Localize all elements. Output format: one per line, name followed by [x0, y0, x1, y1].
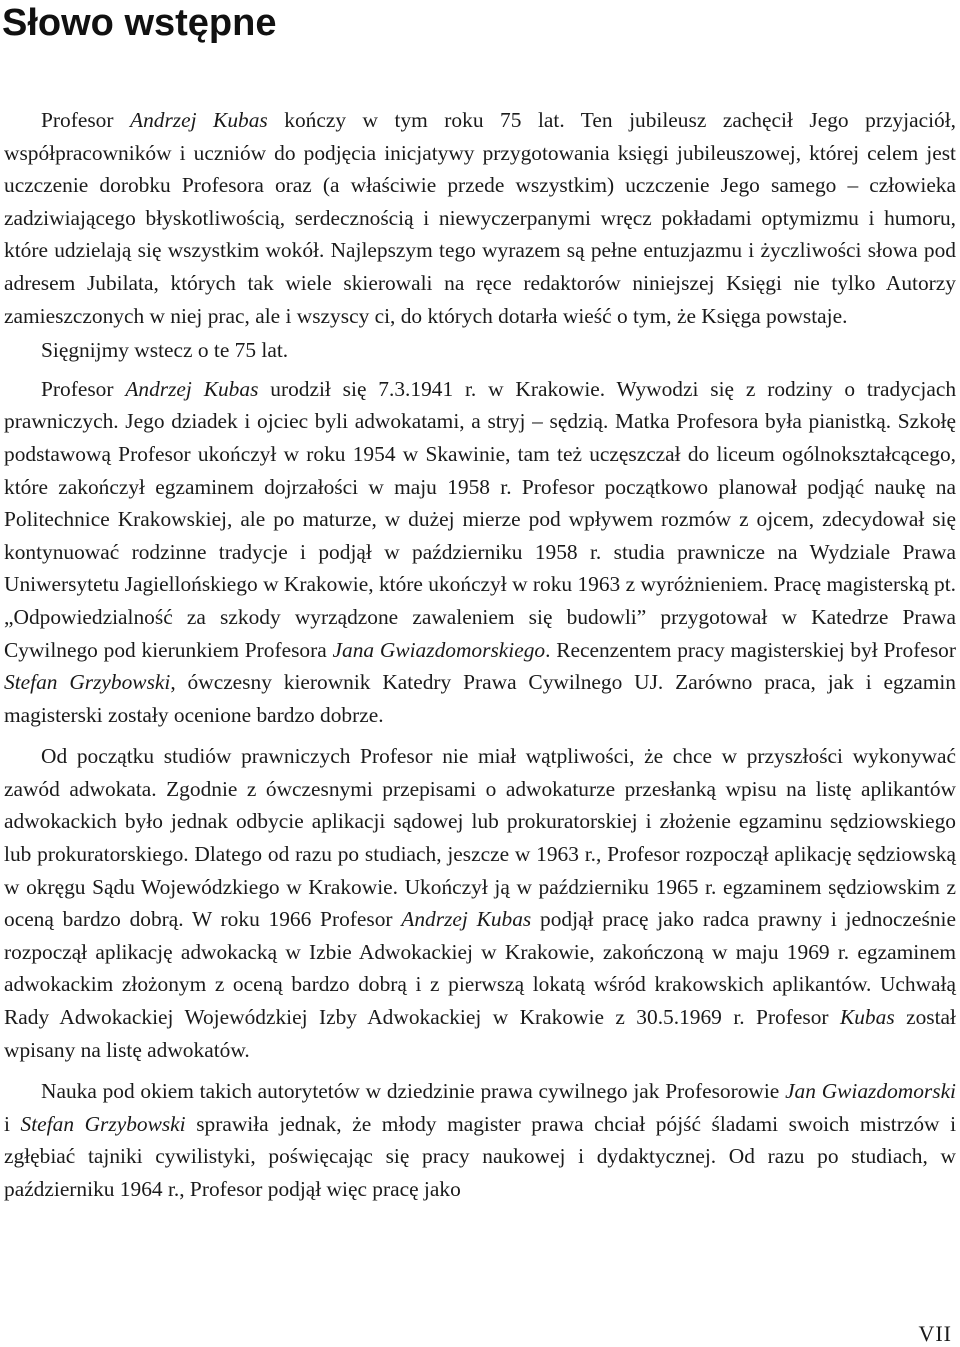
paragraph-look-back — [4, 334, 956, 367]
text-run: Od początku studiów prawniczych Profesor nie miał wątpliwości, że chce w przyszłości wykonywać zawód adwokata. Zgodnie z ówczesnymi przepisami o adwokaturze przesłanką wpisu na listę aplikantów adwokackich było jednak odbycie aplikacji sądowej lub prokuratorskiej i złożenie egzaminu sędziowskiego lub prokuratorskiego. Dlatego od razu po studiach, jeszcze w 1963 r., Profesor rozpoczął aplikację sędziowską w okręgu Sądu Wojewódzkiego w Krakowie. Ukończył ją w październiku 1965 r. egzaminem sędziowskim z oceną bardzo dobrą. W roku 1966 Profesor — [4, 744, 956, 932]
paragraph-advocacy — [4, 740, 956, 1066]
text-run: sprawiła jednak, że młody magister prawa chciał pójść śladami swoich mistrzów i zgłębiać tajniki cywilistyki, poświęcając się pracy naukowej i dydaktycznej. Od razu po studiach, w październiku 1964 r., Profesor podjął więc pracę jako — [4, 1111, 957, 1201]
italic-name: Andrzej Kubas — [130, 108, 268, 132]
italic-name: Andrzej Kubas — [401, 907, 532, 932]
italic-name: Stefan Grzybowski — [4, 670, 171, 695]
text-run: Nauka pod okiem takich autorytetów w dziedzinie prawa cywilnego jak Profesorowie — [41, 1079, 786, 1104]
text-run: został wpisany na listę adwokatów. — [4, 1005, 956, 1062]
italic-name: Jana Gwiazdomorskiego — [332, 637, 546, 662]
italic-name: Andrzej Kubas — [125, 376, 259, 401]
page-title: Słowo wstępne — [2, 2, 277, 44]
italic-name: Kubas — [839, 1005, 895, 1030]
text-run: Sięgnijmy wstecz o te 75 lat. — [41, 338, 289, 363]
paragraph-intro — [4, 104, 956, 332]
body-text — [4, 104, 956, 1206]
text-run: urodził się 7.3.1941 r. w Krakowie. Wywodzi się z rodziny o tradycjach prawniczych. Jego dziadek i ojciec byli adwokatami, a stryj – sędzią. Matka Profesora była pianistką. Szkołę podstawową Profesor ukończył w roku 1954 w Skawinie, tam też uczęszczał do liceum ogólnokształcącego, które zakończył egzaminem dojrzałości w maju 1958 r. Profesor początkowo planował podjąć naukę na Politechnice Krakowskiej, ale po maturze, w dużej mierze pod wpływem rozmów z ojcem, zdecydował się kontynuować rodzinne tradycje i podjął w październiku 1958 r. studia prawnicze na Wydziale Prawa Uniwersytetu Jagiellońskiego w Krakowie, które ukończył w roku 1963 z wyróżnieniem. Pracę magisterską pt. „Odpowiedzialność za szkody wyrządzone zawaleniem się budowli” przygotował w Katedrze Prawa Cywilnego pod kierunkiem Profesora — [4, 376, 957, 662]
text-run: Profesor — [41, 376, 126, 401]
paragraph-biography — [4, 373, 956, 732]
italic-name: Jan Gwiazdomorski — [785, 1079, 957, 1104]
text-run: kończy w tym roku 75 lat. Ten jubileusz zachęcił Jego przyjaciół, współpracowników i uczniów do podjęcia inicjatywy przygotowania księgi jubileuszowej, której celem jest uczczenie dorobku Profesora oraz (a właściwie przede wszystkim) uczczenie Jego samego – człowieka zadziwiającego błyskotliwością, serdecznością i niewyczerpanymi wręcz pokładami optymizmu i humoru, które udzielają się wszystkim wokół. Najlepszym tego wyrazem są pełne entuzjazmu i życzliwości słowa pod adresem Jubilata, których tak wiele skierowali na ręce redaktorów niniejszej Księgi nie tylko Autorzy zamieszczonych w niej prac, ale i wszyscy ci, do których dotarła wieść o tym, że Księga powstaje. — [4, 108, 956, 328]
text-run: . Recenzentem pracy magisterskiej był Profesor — [545, 637, 956, 662]
text-run: podjął pracę jako radca prawny i jednocześnie rozpoczął aplikację adwokacką w Izbie Adwokackiej w Krakowie, zakończoną w maju 1969 r. egzaminem adwokackim złożonym z oceną bardzo dobrą i z pierwszą lokatą wśród krakowskich aplikantów. Uchwałą Rady Adwokackiej Wojewódzkiej Izby Adwokackiej w Krakowie z 30.5.1969 r. Profesor — [4, 907, 956, 1030]
italic-name: Stefan Grzybowski — [20, 1111, 186, 1136]
text-run: i — [4, 1111, 21, 1136]
text-run: Profesor — [41, 108, 130, 132]
text-run: , ówczesny kierownik Katedry Prawa Cywilnego UJ. Zarówno praca, jak i egzamin magisterski zostały ocenione bardzo dobrze. — [4, 670, 956, 727]
paragraph-academia — [4, 1075, 956, 1205]
page-number: VII — [918, 1321, 952, 1346]
